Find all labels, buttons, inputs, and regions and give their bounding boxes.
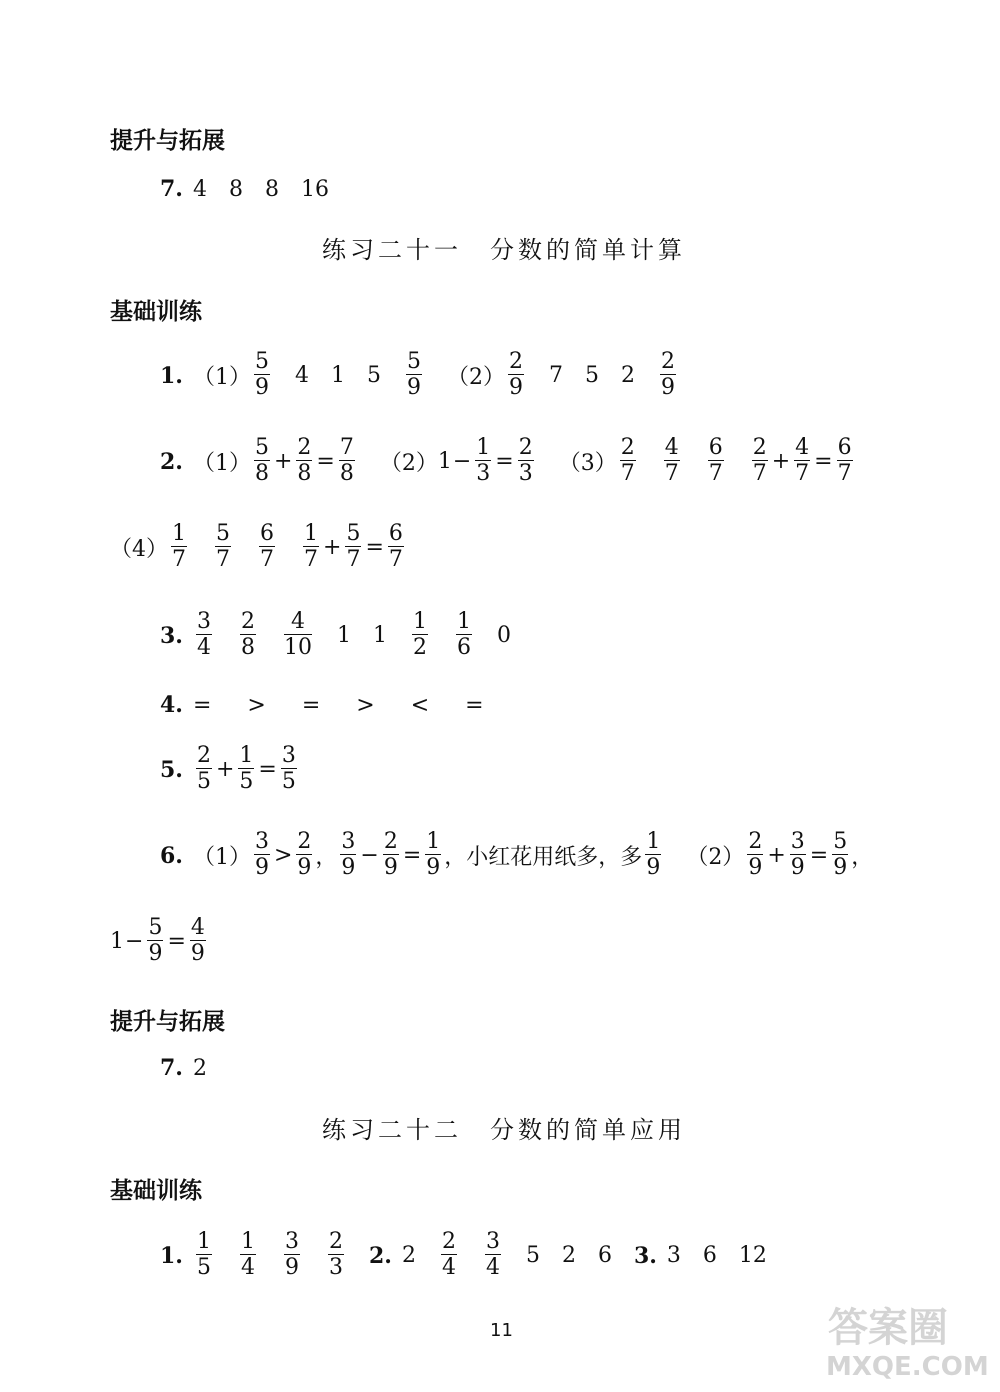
fraction: $\frac{3}{4}$ (196, 609, 211, 660)
fraction: $\frac{2}{4}$ (441, 1229, 456, 1280)
section-heading: 提升与拓展 (110, 1009, 225, 1035)
fraction: $\frac{2}{9}$ (383, 829, 398, 880)
fraction: $\frac{2}{3}$ (328, 1229, 343, 1280)
answer-line-6-cont: 1 − $\frac{5}{9}$ = $\frac{4}{9}$ (110, 915, 205, 966)
fraction: $\frac{1}{4}$ (240, 1229, 255, 1280)
fraction: $\frac{6}{7}$ (837, 435, 852, 486)
fraction: $\frac{5}{9}$ (833, 829, 848, 880)
fraction: $\frac{5}{7}$ (216, 521, 230, 572)
fraction: $\frac{6}{7}$ (708, 435, 723, 486)
fraction: $\frac{7}{8}$ (339, 435, 354, 486)
fraction: $\frac{3}{9}$ (341, 829, 356, 880)
answer-line-4: 4. = > = > < = (160, 692, 484, 718)
fraction: $\frac{5}{7}$ (346, 521, 361, 572)
answer-line-1: 1. $\frac{1}{5}$ $\frac{1}{4}$ $\frac{3}{9}$ $\frac{2}{3}$ 2. 2 $\frac{2}{4}$ $\frac{3}{4}$ 5 2 6 3. 3 6 12 (160, 1229, 767, 1280)
fraction: $\frac{1}{7}$ (304, 521, 318, 572)
fraction: $\frac{4}{10}$ (283, 609, 312, 660)
fraction: $\frac{1}{9}$ (426, 829, 441, 880)
fraction: $\frac{1}{6}$ (456, 609, 471, 660)
answer-line-5: 5. $\frac{2}{5}$ + $\frac{1}{5}$ = $\frac{3}{5}$ (160, 743, 296, 794)
page-number: 11 (490, 1320, 513, 1341)
fraction: $\frac{5}{9}$ (406, 349, 421, 400)
exercise-title: 练习二十二 分数的简单应用 (322, 1116, 686, 1144)
fraction: $\frac{2}{7}$ (752, 435, 767, 486)
answer-line-6: 6. （1） $\frac{3}{9}$ > $\frac{2}{9}$ ， $\frac{3}{9}$ − $\frac{2}{9}$ = $\frac{1}{9}$ ，小红花用纸多，多 $\frac{1}{9}$ （2） $\frac{2}{9}$ + $\frac{3}{9}$ = $\frac{5}{9}$ ， (160, 829, 874, 880)
fraction: $\frac{2}{5}$ (196, 743, 211, 794)
fraction: $\frac{1}{2}$ (412, 609, 427, 660)
watermark-logo: 答案圈 (828, 1305, 948, 1351)
fraction: $\frac{1}{3}$ (476, 435, 491, 486)
fraction: $\frac{6}{7}$ (388, 521, 403, 572)
answer-line-3: 3. $\frac{3}{4}$ $\frac{2}{8}$ $\frac{4}{10}$ 1 1 $\frac{1}{2}$ $\frac{1}{6}$ 0 (160, 609, 511, 660)
fraction: $\frac{3}{5}$ (281, 743, 296, 794)
answer-line-2-cont: （4） $\frac{1}{7}$ $\frac{5}{7}$ $\frac{6}{7}$ $\frac{1}{7}$ + $\frac{5}{7}$ = $\frac{6}{7}$ (110, 521, 403, 572)
fraction: $\frac{3}{9}$ (254, 829, 269, 880)
fraction: $\frac{2}{7}$ (620, 435, 635, 486)
fraction: $\frac{2}{8}$ (240, 609, 255, 660)
fraction: $\frac{2}{9}$ (660, 349, 675, 400)
fraction: $\frac{2}{9}$ (748, 829, 763, 880)
answer-line-7: 7. 2 (160, 1055, 207, 1081)
fraction: $\frac{3}{4}$ (485, 1229, 500, 1280)
answer-line-2: 2. （1） $\frac{5}{8}$ + $\frac{2}{8}$ = $\frac{7}{8}$ （2） 1 − $\frac{1}{3}$ = $\frac{2}{3}$ （3） $\frac{2}{7}$ $\frac{4}{7}$ $\frac{6}{7}$ $\frac{2}{7}$ + $\frac{4}{7}$ = $\frac{6}{7}$ (160, 435, 852, 486)
answer-line-1: 1. （1） $\frac{5}{9}$ 4 1 5 $\frac{5}{9}$ （2） $\frac{2}{9}$ 7 5 2 $\frac{2}{9}$ (160, 349, 675, 400)
fraction: $\frac{4}{7}$ (795, 435, 810, 486)
fraction: $\frac{4}{9}$ (190, 915, 205, 966)
fraction: $\frac{6}{7}$ (260, 521, 274, 572)
section-heading: 基础训练 (110, 1178, 202, 1204)
fraction: $\frac{2}{9}$ (297, 829, 312, 880)
fraction: $\frac{2}{8}$ (297, 435, 312, 486)
section-heading: 提升与拓展 (110, 128, 225, 154)
answer-line-7: 7. 4 8 8 16 (160, 176, 329, 202)
fraction: $\frac{1}{5}$ (196, 1229, 211, 1280)
fraction: $\frac{2}{3}$ (518, 435, 533, 486)
fraction: $\frac{5}{9}$ (254, 349, 269, 400)
fraction: $\frac{3}{9}$ (790, 829, 805, 880)
fraction: $\frac{1}{5}$ (239, 743, 254, 794)
watermark-url: MXQE.COM (826, 1352, 989, 1382)
fraction: $\frac{1}{9}$ (646, 829, 661, 880)
section-heading: 基础训练 (110, 299, 202, 325)
exercise-title: 练习二十一 分数的简单计算 (322, 236, 686, 264)
fraction: $\frac{5}{8}$ (254, 435, 269, 486)
fraction: $\frac{2}{9}$ (508, 349, 523, 400)
fraction: $\frac{4}{7}$ (664, 435, 679, 486)
fraction: $\frac{3}{9}$ (284, 1229, 299, 1280)
fraction: $\frac{5}{9}$ (148, 915, 163, 966)
fraction: $\frac{1}{7}$ (172, 521, 186, 572)
